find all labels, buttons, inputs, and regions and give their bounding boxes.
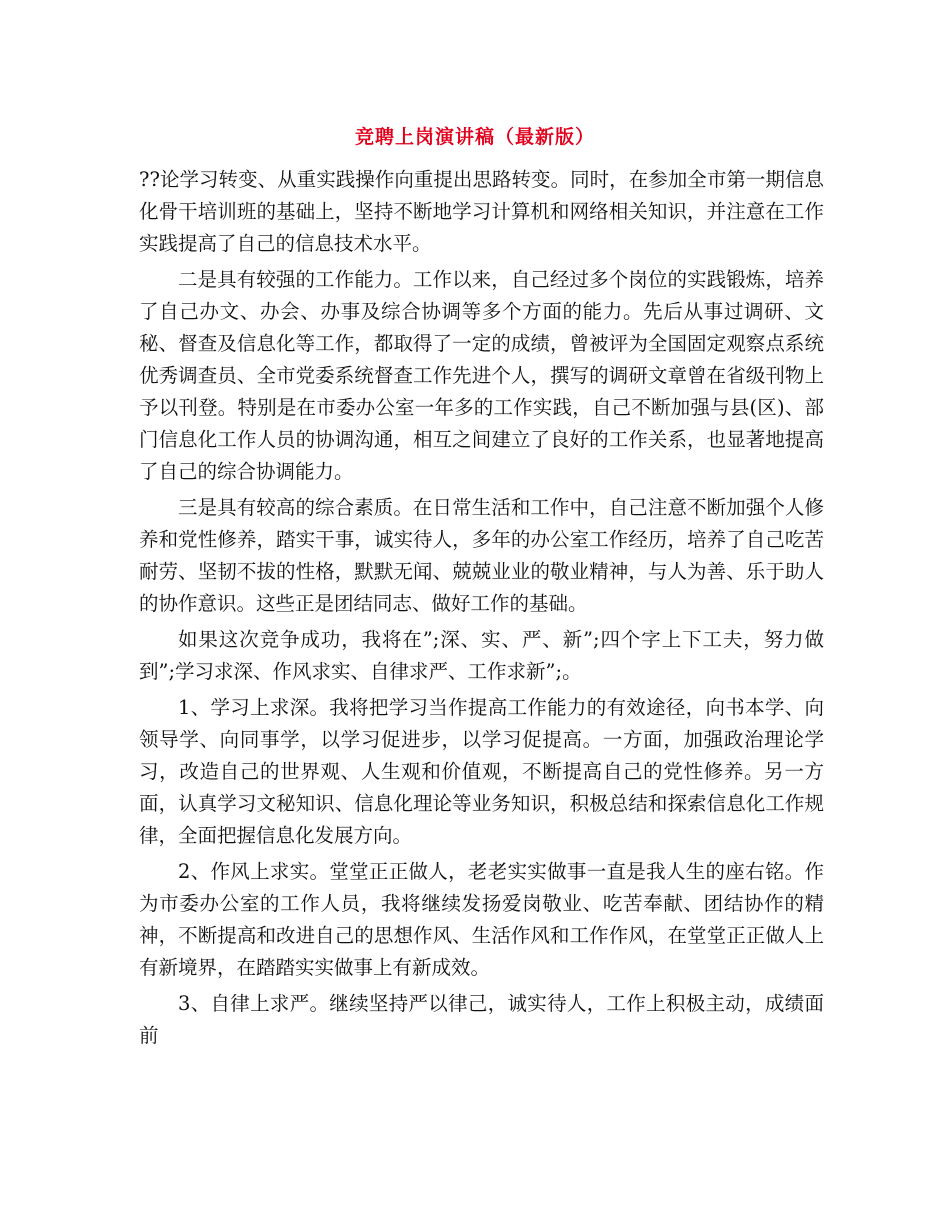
paragraph-continuation: ??论学习转变、从重实践操作向重提出思路转变。同时，在参加全市第一期信息化骨干培训班的基础上，坚持不断地学习计算机和网络相关知识，并注意在工作实践提高了自己的信息技术水平。 (139, 168, 824, 255)
paragraph-work-ability: 二是具有较强的工作能力。工作以来，自己经过多个岗位的实践锻炼，培养了自己办文、办会、办事及综合协调等多个方面的能力。先后从事过调研、文秘、督查及信息化等工作，都取得了一定的成绩，曾被评为全国固定观察点系统优秀调查员、全市党委系统督查工作先进个人，撰写的调研文章曾在省级刊物上予以刊登。特别是在市委办公室一年多的工作实践，自己不断加强与县(区)、部门信息化工作人员的协调沟通，相互之间建立了良好的工作关系，也显著地提高了自己的综合协调能力。 (139, 268, 824, 483)
document-body (139, 164, 824, 1056)
paragraph-style: 2、作风上求实。堂堂正正做人，老老实实做事一直是我人生的座右铭。作为市委办公室的工作人员，我将继续发扬爱岗敬业、吃苦奉献、团结协作的精神，不断提高和改进自己的思想作风、生活作风和工作作风，在堂堂正正做人上有新境界，在踏踏实实做事上有新成效。 (139, 860, 824, 979)
paragraph-quality: 三是具有较高的综合素质。在日常生活和工作中，自己注意不断加强个人修养和党性修养，踏实干事，诚实待人，多年的办公室工作经历，培养了自己吃苦耐劳、坚韧不拔的性格，默默无闻、兢兢业业的敬业精神，与人为善、乐于助人的协作意识。这些正是团结同志、做好工作的基础。 (139, 496, 824, 615)
document-title: 竞聘上岗演讲稿（最新版） (354, 126, 595, 148)
paragraph-commitment: 如果这次竞争成功，我将在”;深、实、严、新”;四个字上下工夫，努力做到”;学习求深、作风求实、自律求严、工作求新”;。 (139, 628, 824, 683)
paragraph-discipline: 3、自律上求严。继续坚持严以律己，诚实待人，工作上积极主动，成绩面前 (139, 992, 824, 1047)
paragraph-study: 1、学习上求深。我将把学习当作提高工作能力的有效途径，向书本学、向领导学、向同事学，以学习促进步，以学习促提高。一方面，加强政治理论学习，改造自己的世界观、人生观和价值观，不断提高自己的党性修养。另一方面，认真学习文秘知识、信息化理论等业务知识，积极总结和探索信息化工作规律，全面把握信息化发展方向。 (139, 696, 824, 847)
